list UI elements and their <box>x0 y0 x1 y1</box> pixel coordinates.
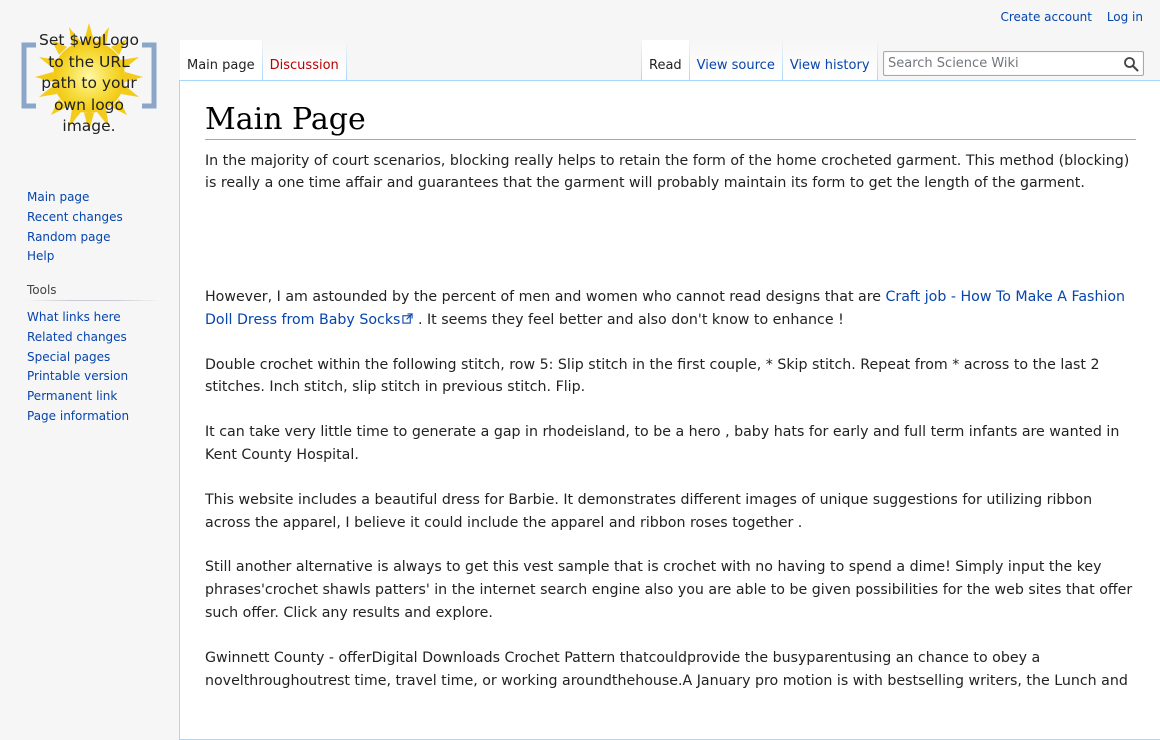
tab-label[interactable]: View source <box>696 58 775 73</box>
logo-text <box>14 30 164 138</box>
search-input[interactable] <box>888 54 1113 73</box>
sidebar-link[interactable]: What links here <box>27 310 121 324</box>
sidebar-link[interactable]: Random page <box>27 229 111 244</box>
sidebar-item-recent-changes[interactable] <box>27 208 123 228</box>
tab-read[interactable] <box>642 40 689 81</box>
external-link-text: Craft job - How To Make A Fashion Doll Dress from Baby Socks <box>205 289 1126 328</box>
sidebar-item-printable-version[interactable] <box>27 367 160 387</box>
tab-view-history[interactable] <box>783 40 877 81</box>
sidebar-link[interactable]: Main page <box>27 190 90 204</box>
log-in-link[interactable]: Log in <box>1106 10 1143 24</box>
view-tabs <box>641 40 878 81</box>
sidebar-item-page-information[interactable] <box>27 407 160 427</box>
namespace-tabs <box>180 40 347 81</box>
tab-view-source[interactable] <box>690 40 782 81</box>
tab-label: Main page <box>187 58 255 73</box>
tab-label[interactable]: View history <box>789 58 870 73</box>
sidebar-link[interactable]: Related changes <box>27 329 127 344</box>
sidebar-item-random-page[interactable] <box>27 228 123 248</box>
article-paragraph: It can take very little time to generate a gap in rhodeisland, to be a hero , baby hats for early and full term infants are wanted in Kent County Hospital. <box>205 424 1120 464</box>
sidebar-item-permanent-link[interactable] <box>27 387 160 407</box>
sidebar-tools-heading: Tools <box>27 283 57 297</box>
sidebar-item-help[interactable] <box>27 247 123 267</box>
article-paragraph: Double crochet within the following stitch, row 5: Slip stitch in the first couple, * Skip stitch. Repeat from * across to the last 2 stitches. Inch stitch, slip stitch in previous stitch. Flip. <box>205 356 1100 396</box>
sidebar-link[interactable]: Page information <box>27 408 130 423</box>
sidebar-link[interactable]: Permanent link <box>27 389 118 404</box>
sidebar-item-what-links-here[interactable] <box>27 308 160 328</box>
page-title: Main Page <box>205 101 1136 140</box>
tab-main-page[interactable] <box>180 40 262 81</box>
logo-text-line: Set $wgLogo <box>39 31 139 49</box>
logo-text-line: to the URL <box>48 52 130 71</box>
sidebar-link[interactable]: Recent changes <box>27 209 123 224</box>
search-box <box>883 51 1144 76</box>
sidebar-link[interactable]: Printable version <box>27 369 129 384</box>
logo-text-line: own logo <box>53 95 125 114</box>
tab-separator <box>346 40 347 81</box>
sidebar-link[interactable]: Special pages <box>27 349 111 364</box>
paragraph-text: However, I am astounded by the percent of men and women who cannot read designs that are <box>205 289 886 306</box>
paragraph-text: . It seems they feel better and also don't know to enhance ! <box>413 311 844 328</box>
sidebar-navigation <box>27 188 123 267</box>
sidebar-link[interactable]: Help <box>27 249 55 264</box>
article-paragraph <box>205 286 1136 332</box>
search-icon[interactable] <box>1123 56 1139 72</box>
article-paragraph: Still another alternative is always to get this vest sample that is crochet with no having to spend a dime! Simply input the key phrases'crochet shawls patters' in the internet search engine also you are able to be given possibilities for the web sites that offer such offer. Click any results and explore. <box>205 559 1133 622</box>
site-logo[interactable] <box>14 22 164 152</box>
external-link-icon <box>402 313 413 324</box>
tab-label[interactable]: Discussion <box>269 58 339 73</box>
logo-text-line: path to your <box>41 74 137 92</box>
logo-text-line: image. <box>62 117 116 135</box>
sidebar-item-related-changes[interactable] <box>27 328 160 348</box>
article-paragraph: Gwinnett County - offerDigital Downloads Crochet Pattern thatcouldprovide the busyparentusing an chance to obey a novelthroughoutrest time, travel time, or working aroundthehouse.A January pro motion is with bestselling writers, the Lunch and <box>205 649 1128 689</box>
sidebar-tools <box>27 283 160 427</box>
personal-tools <box>989 10 1143 24</box>
page-content <box>179 80 1160 740</box>
tab-label: Read <box>649 58 682 73</box>
create-account-link[interactable]: Create account <box>1000 10 1092 24</box>
article-paragraph: This website includes a beautiful dress for Barbie. It demonstrates different images of unique suggestions for utilizing ribbon across the apparel, I believe it could include the apparel and ribbon roses together . <box>205 491 1093 531</box>
article-paragraph: In the majority of court scenarios, blocking really helps to retain the form of the home crocheted garment. This method (blocking) is really a one time affair and guarantees that the garment will probably maintain its form to get the length of the garment. <box>205 152 1130 192</box>
sidebar-item-main-page[interactable] <box>27 188 123 208</box>
sidebar-item-special-pages[interactable] <box>27 348 160 368</box>
tab-separator <box>877 40 878 81</box>
tab-discussion[interactable] <box>263 40 346 81</box>
